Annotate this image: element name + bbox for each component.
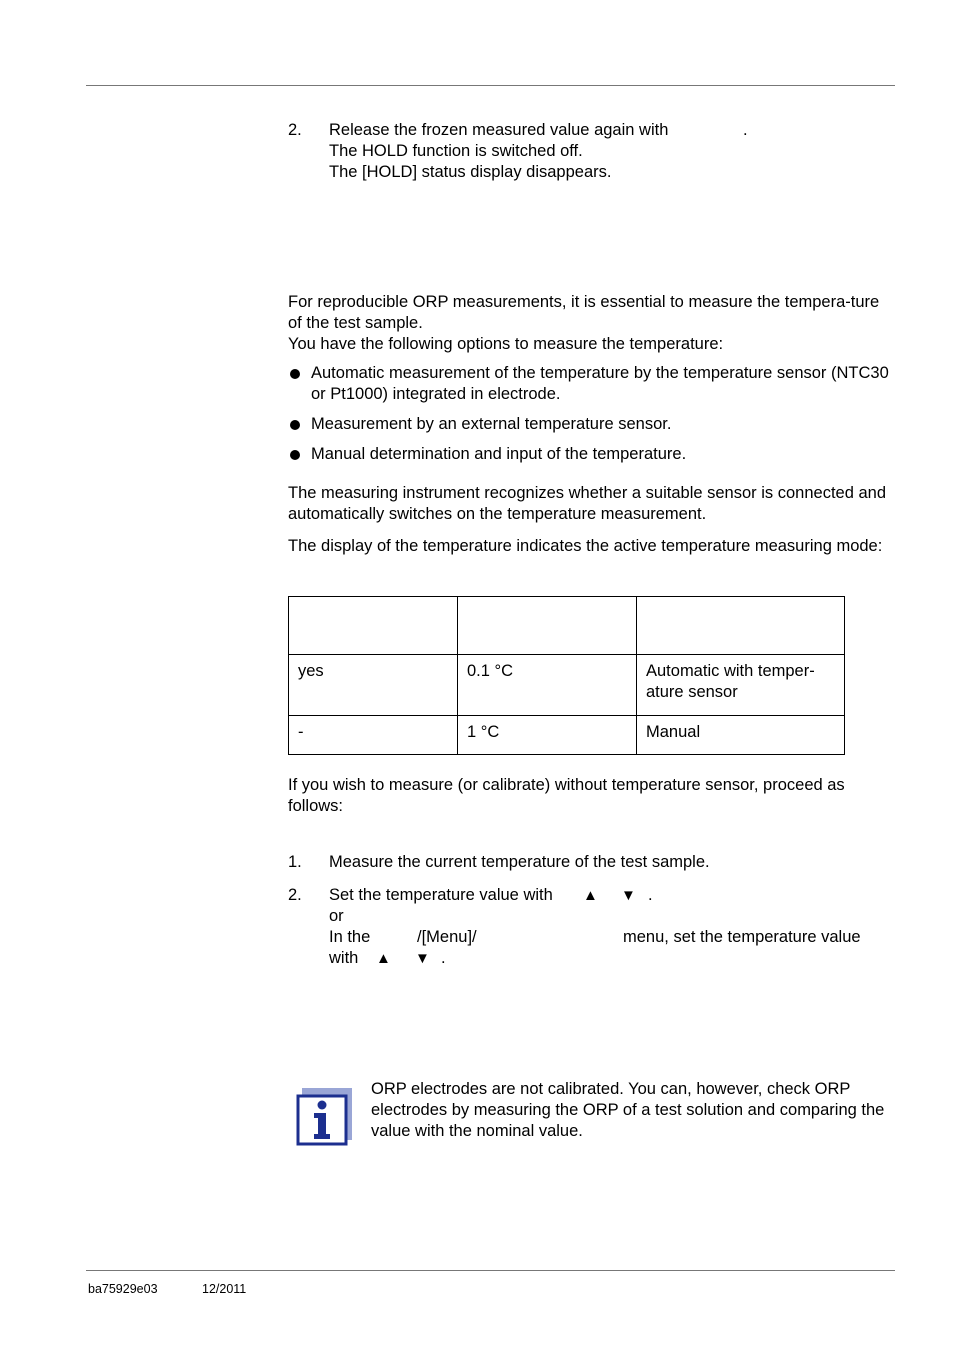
- step-text: with: [329, 949, 359, 967]
- bullet-icon: [290, 450, 300, 460]
- bullet-icon: [290, 369, 300, 379]
- step-text: /[Menu]/: [417, 928, 477, 946]
- step-text-end: .: [648, 886, 653, 904]
- table-row: [289, 716, 845, 755]
- info-icon: [296, 1088, 352, 1146]
- step-text: In the: [329, 928, 371, 946]
- step-text: or: [329, 907, 344, 925]
- down-arrow-key-icon: ▼: [415, 950, 430, 967]
- table-cell: Manual: [637, 716, 845, 755]
- up-arrow-key-icon: ▲: [583, 887, 598, 904]
- table-cell: -: [289, 716, 458, 755]
- step-number: 1.: [288, 853, 302, 871]
- info-note-text: ORP electrodes are not calibrated. You can, however, check ORP electrodes by measuring the ORP of a test solution and comparing the value with the nominal value.: [371, 1080, 885, 1140]
- step-text-end: .: [743, 121, 748, 139]
- step-text: The [HOLD] status display disappears.: [329, 163, 612, 181]
- step-text: The HOLD function is switched off.: [329, 142, 583, 160]
- step-text: menu, set the temperature value: [623, 928, 861, 946]
- footer-doc-id: ba75929e03: [88, 1282, 158, 1296]
- table-header-cell: [637, 597, 845, 655]
- step-text: Release the frozen measured value again with: [329, 121, 669, 139]
- footer-date: 12/2011: [202, 1282, 247, 1296]
- up-arrow-key-icon: ▲: [376, 950, 391, 967]
- paragraph-display-mode: The display of the temperature indicates the active temperature measuring mode:: [288, 537, 883, 555]
- table-cell: Automatic with temper-ature sensor: [637, 655, 845, 716]
- table-header-row: [289, 597, 845, 655]
- bullet-icon: [290, 420, 300, 430]
- step-text: Set the temperature value with: [329, 886, 553, 904]
- step-text-block: [329, 885, 894, 969]
- table-header-cell: [289, 597, 458, 655]
- paragraph-sensor-recognition: The measuring instrument recognizes whether a suitable sensor is connected and automatically switches on the temperature measurement.: [288, 484, 886, 523]
- table-cell: yes: [289, 655, 458, 716]
- temperature-options-intro: You have the following options to measure the temperature:: [288, 335, 724, 353]
- table-header-cell: [458, 597, 637, 655]
- table-cell: 0.1 °C: [458, 655, 637, 716]
- step-text-end: .: [441, 949, 446, 967]
- table-cell: 1 °C: [458, 716, 637, 755]
- step-number: 2.: [288, 886, 302, 904]
- table-row: [289, 655, 845, 716]
- list-item-text: Measurement by an external temperature sensor.: [311, 415, 672, 433]
- paragraph-without-sensor: If you wish to measure (or calibrate) without temperature sensor, proceed as follows:: [288, 776, 845, 815]
- header-rule: [86, 85, 895, 86]
- down-arrow-key-icon: ▼: [621, 887, 636, 904]
- list-item-text: Automatic measurement of the temperature by the temperature sensor (NTC30 or Pt1000) integrated in electrode.: [311, 364, 889, 403]
- list-item-text: Manual determination and input of the temperature.: [311, 445, 687, 463]
- footer-rule: [86, 1270, 895, 1271]
- temperature-mode-table: [288, 596, 845, 755]
- step-number: 2.: [288, 121, 302, 139]
- step-text: Measure the current temperature of the test sample.: [329, 853, 710, 871]
- temperature-intro: For reproducible ORP measurements, it is essential to measure the tempera-ture of the test sample.: [288, 293, 880, 332]
